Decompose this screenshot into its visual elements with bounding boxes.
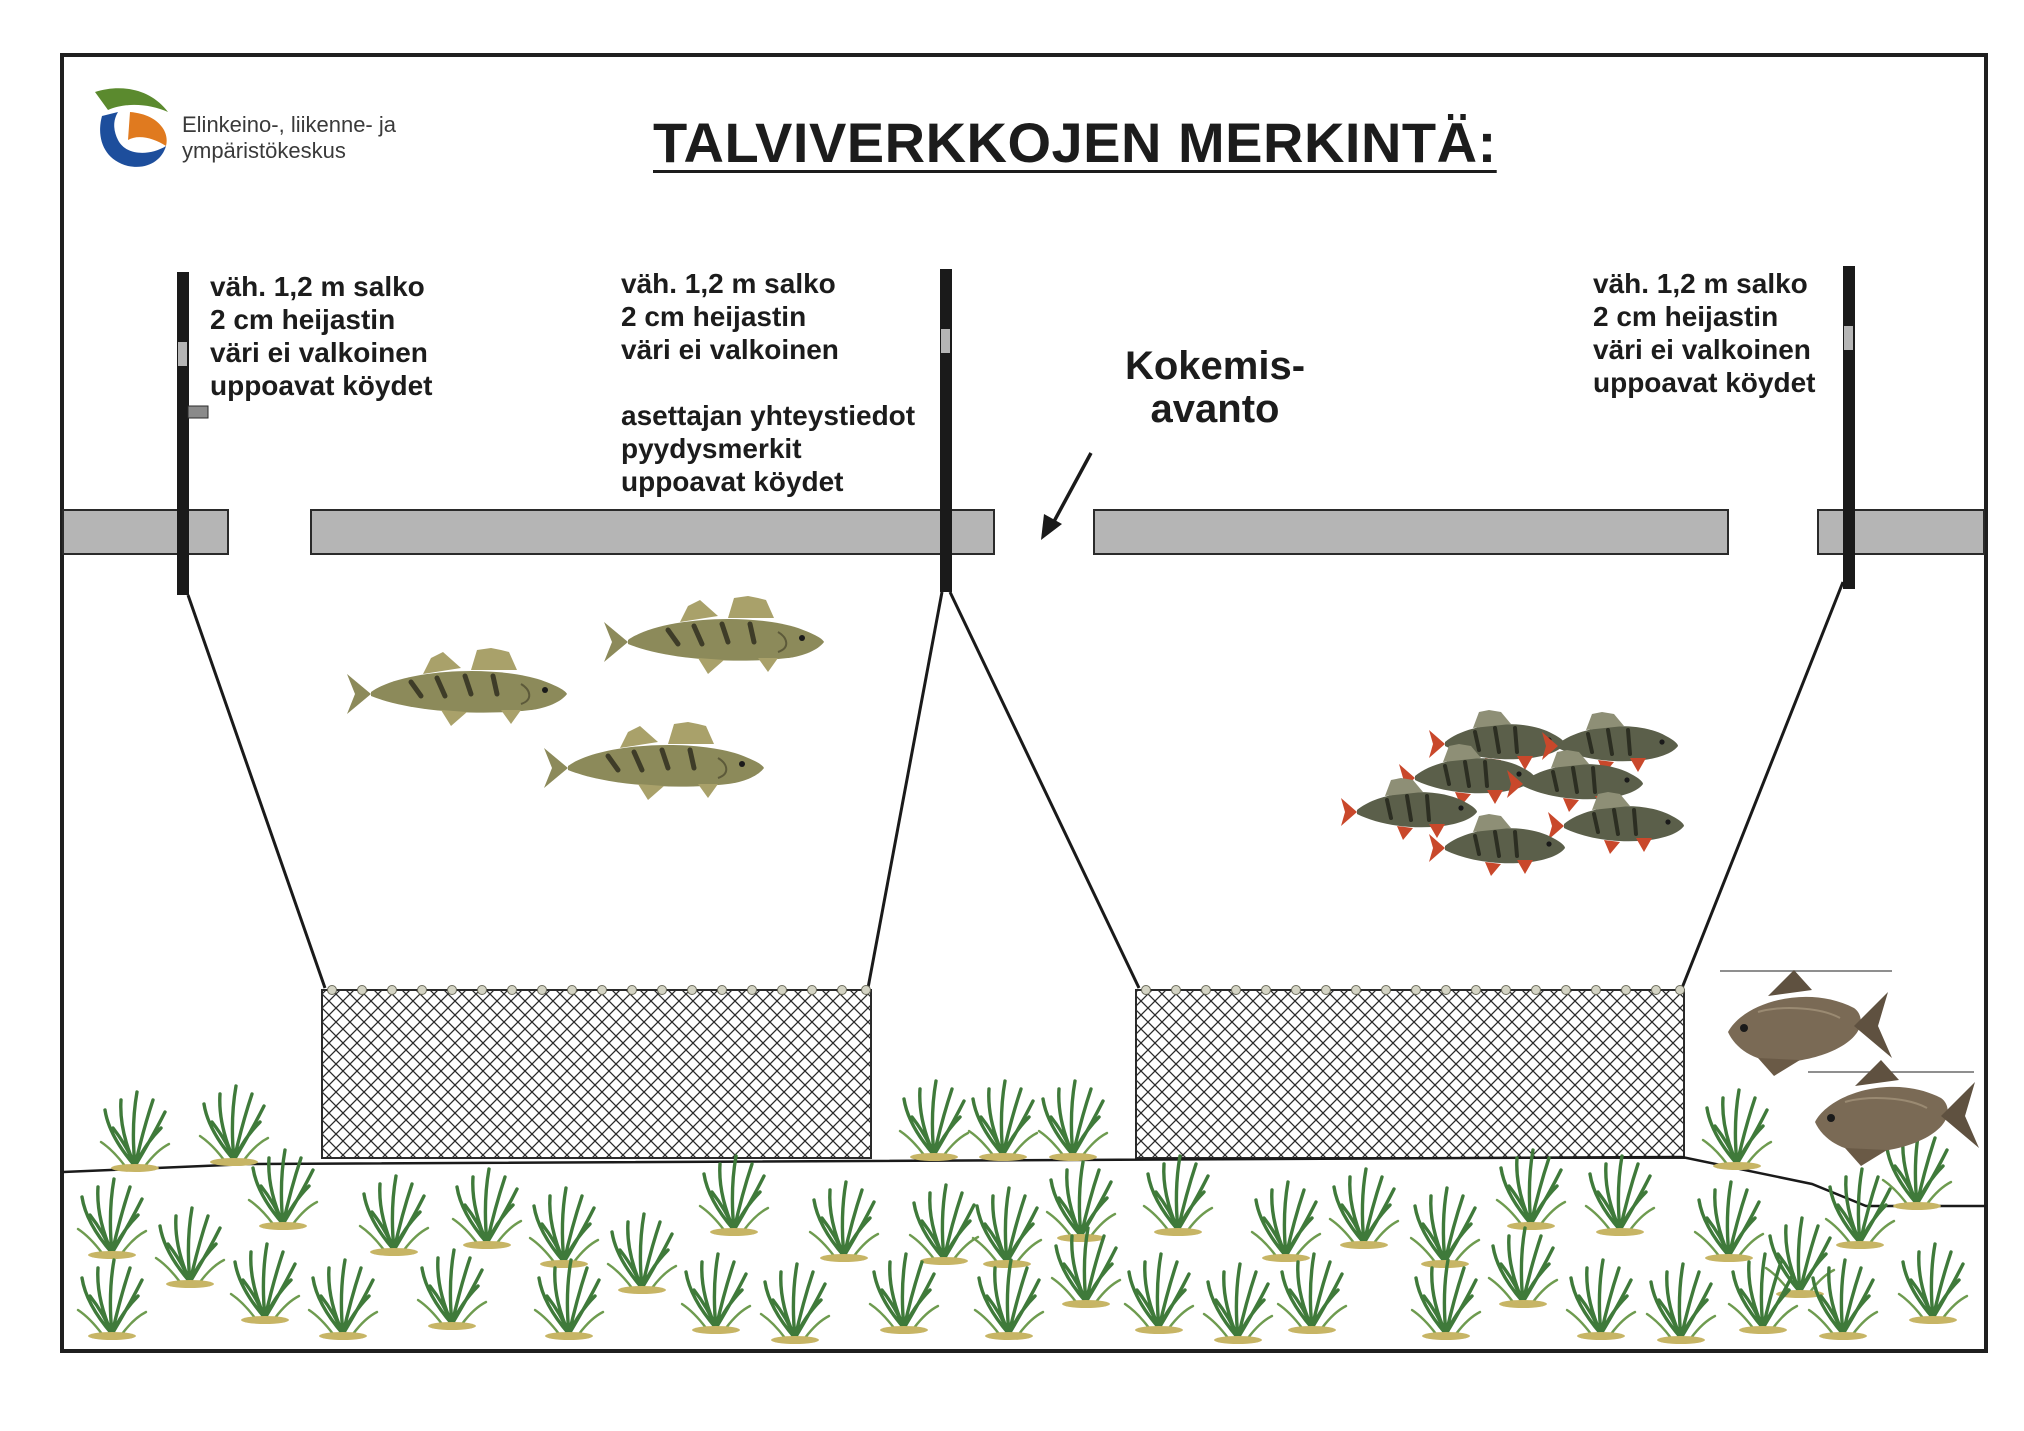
water-plant-icon <box>608 1214 676 1294</box>
water-plant-icon <box>1809 1260 1877 1340</box>
water-plant-icon <box>200 1086 268 1166</box>
water-plant-icon <box>910 1185 978 1265</box>
ice-layer <box>63 510 1984 554</box>
water-plant-icon <box>900 1081 968 1161</box>
reflector-marker <box>178 342 187 366</box>
rope-right <box>1682 582 1843 988</box>
water-plant-icon <box>453 1169 521 1249</box>
water-plant-icon <box>810 1182 878 1262</box>
ely-logo-icon <box>95 88 168 167</box>
logo-text-line2: ympäristökeskus <box>182 138 346 163</box>
water-plant-icon <box>101 1092 169 1172</box>
pikeperch-icon <box>544 722 764 800</box>
logo-text <box>182 112 442 164</box>
water-plant-icon <box>1567 1260 1635 1340</box>
water-plant-icon <box>1039 1081 1107 1161</box>
middle-pole-label <box>621 267 915 498</box>
water-plant-icon <box>156 1208 224 1288</box>
water-plant-icon <box>1144 1156 1212 1236</box>
water-plant-icon <box>418 1250 486 1330</box>
pole-right <box>1843 266 1855 589</box>
logo-text-line1: Elinkeino-, liikenne- ja <box>182 112 396 137</box>
water-plant-icon <box>973 1188 1041 1268</box>
end-pole-left-label <box>210 270 432 402</box>
water-plant-icon <box>975 1260 1043 1340</box>
label-line: uppoavat köydet <box>1593 367 1816 398</box>
water-plant-icon <box>1703 1090 1771 1170</box>
label-line: väri ei valkoinen <box>621 334 839 365</box>
water-plant-icon <box>309 1260 377 1340</box>
water-plant-icon <box>360 1176 428 1256</box>
bream-icon <box>1728 970 1892 1076</box>
water-plant-icon <box>1647 1264 1715 1344</box>
label-line: väri ei valkoinen <box>210 337 428 368</box>
net-left <box>322 986 871 1159</box>
water-plant-icon <box>530 1188 598 1268</box>
label-line: väh. 1,2 m salko <box>621 268 836 299</box>
label-line: 2 cm heijastin <box>1593 301 1779 332</box>
label-spacer <box>621 366 915 399</box>
hole-label-line2: avanto <box>1150 387 1280 431</box>
water-plant-icon <box>535 1260 603 1340</box>
water-plant-icon <box>1411 1188 1479 1268</box>
test-hole-label <box>1070 345 1360 431</box>
pikeperch-icon <box>347 648 567 726</box>
label-line: väh. 1,2 m salko <box>210 271 425 302</box>
reflector-marker <box>941 329 950 353</box>
ice-sheet-4 <box>1818 510 1984 554</box>
arrow-icon <box>1041 453 1091 540</box>
water-plant-icon <box>1489 1228 1557 1308</box>
bream-icon <box>1815 1060 1979 1166</box>
water-plant-icon <box>1899 1244 1967 1324</box>
water-plant-icon <box>78 1179 146 1259</box>
net-right <box>1136 986 1685 1159</box>
page-title: TALVIVERKKOJEN MERKINTÄ: <box>653 111 1497 174</box>
label-line: 2 cm heijastin <box>210 304 396 335</box>
water-plant-icon <box>1412 1260 1480 1340</box>
flag-marker <box>188 406 208 418</box>
rope-middle-2 <box>950 592 1139 988</box>
ice-sheet-2 <box>311 510 994 554</box>
label-line: 2 cm heijastin <box>621 301 807 332</box>
water-plant-icon <box>761 1264 829 1344</box>
perch-group <box>1341 710 1684 876</box>
water-plant-icon <box>249 1150 317 1230</box>
water-plant-icon <box>1330 1169 1398 1249</box>
end-pole-right-label <box>1593 267 1815 399</box>
label-line: uppoavat köydet <box>210 370 433 401</box>
water-plant-icon <box>1047 1162 1115 1242</box>
water-plant-icon <box>969 1081 1037 1161</box>
water-plant-icon <box>231 1244 299 1324</box>
water-plant-icon <box>78 1260 146 1340</box>
label-line: asettajan yhteystiedot <box>621 400 916 431</box>
water-plant-icon <box>700 1156 768 1236</box>
water-plant-icon <box>870 1254 938 1334</box>
water-plant-icon <box>1252 1182 1320 1262</box>
ice-sheet-1 <box>63 510 228 554</box>
water-plant-icon <box>682 1254 750 1334</box>
hole-label-line1: Kokemis- <box>1124 344 1306 388</box>
bream-group <box>1720 970 1979 1166</box>
water-plant-icon <box>1497 1150 1565 1230</box>
label-line: pyydysmerkit <box>621 433 802 464</box>
water-plant-icon <box>1204 1264 1272 1344</box>
label-line: uppoavat köydet <box>621 466 844 497</box>
pikeperch-group <box>347 596 824 800</box>
label-line: väh. 1,2 m salko <box>1593 268 1808 299</box>
water-plant-icon <box>1695 1182 1763 1262</box>
rope-middle-1 <box>868 592 942 988</box>
reflector-marker <box>1844 326 1853 350</box>
ice-sheet-3 <box>1094 510 1728 554</box>
water-plant-icon <box>1766 1218 1834 1298</box>
water-plant-icon <box>1586 1156 1654 1236</box>
water-plant-icon <box>1278 1254 1346 1334</box>
pole-middle <box>940 269 952 592</box>
pikeperch-icon <box>604 596 824 674</box>
water-plant-icon <box>1125 1254 1193 1334</box>
label-line: väri ei valkoinen <box>1593 334 1811 365</box>
rope-left <box>188 595 325 988</box>
